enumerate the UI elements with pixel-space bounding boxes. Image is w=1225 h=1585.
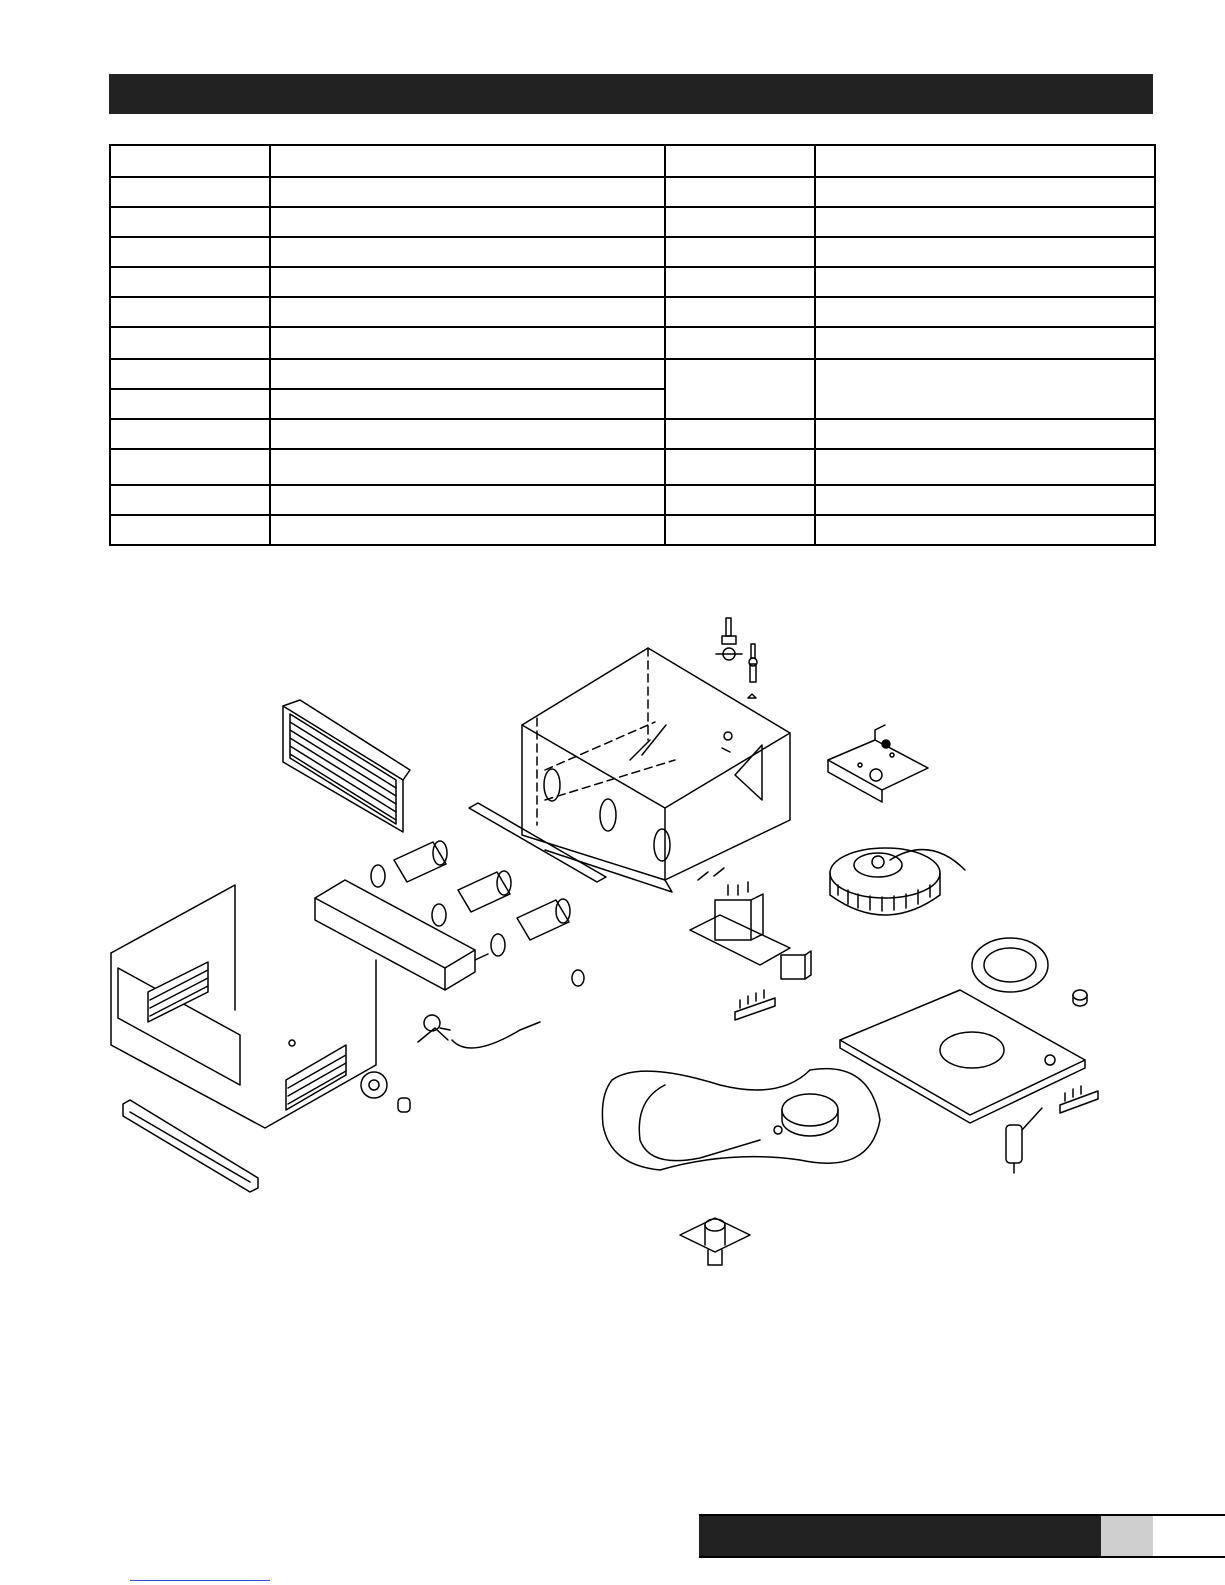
table-cell <box>815 177 1155 207</box>
table-cell <box>110 237 270 267</box>
table-cell <box>815 297 1155 327</box>
table-row <box>110 267 1155 297</box>
terminal-strip <box>735 990 775 1020</box>
cap-fitting <box>1073 990 1087 1006</box>
tube-assembly <box>371 841 570 956</box>
table-cell <box>815 485 1155 515</box>
main-cabinet-box <box>522 648 790 892</box>
table-cell <box>110 449 270 485</box>
table-cell <box>110 297 270 327</box>
table-cell <box>665 237 815 267</box>
table-cell <box>665 419 815 449</box>
table-row <box>110 177 1155 207</box>
table-cell <box>270 485 665 515</box>
table-cell <box>270 237 665 267</box>
table-cell <box>110 207 270 237</box>
table-cell <box>270 177 665 207</box>
blower-wheel <box>830 848 965 915</box>
pressure-switch <box>361 1072 410 1112</box>
bottom-plate <box>840 990 1085 1123</box>
relay <box>781 951 811 979</box>
link-underline[interactable] <box>130 1580 270 1581</box>
table-cell <box>815 237 1155 267</box>
footer-rule-bottom <box>699 1556 1225 1558</box>
table-cell <box>815 449 1155 485</box>
parts-table <box>109 144 1156 546</box>
table-cell <box>815 207 1155 237</box>
table-cell <box>665 297 815 327</box>
table-cell <box>665 207 815 237</box>
footer-bar <box>699 1516 1101 1556</box>
table-cell <box>815 145 1155 177</box>
igniter-electrode <box>716 618 757 698</box>
table-cell <box>110 419 270 449</box>
table-cell <box>665 359 815 419</box>
table-row <box>110 327 1155 359</box>
table-row <box>110 359 1155 389</box>
flue-adapter <box>680 1218 750 1265</box>
table-cell <box>270 145 665 177</box>
table-row <box>110 237 1155 267</box>
table-cell <box>270 359 665 389</box>
transformer <box>690 868 790 965</box>
table-row <box>110 449 1155 485</box>
table-cell <box>110 177 270 207</box>
flame-sensor <box>1006 1108 1042 1173</box>
table-cell <box>665 485 815 515</box>
table-cell <box>665 177 815 207</box>
table-cell <box>270 515 665 545</box>
table-cell <box>270 267 665 297</box>
terminal-strip <box>1060 1086 1098 1113</box>
table-cell <box>110 515 270 545</box>
table-cell <box>665 515 815 545</box>
table-row <box>110 297 1155 327</box>
table-cell <box>110 267 270 297</box>
table-cell <box>815 267 1155 297</box>
table-cell <box>665 145 815 177</box>
table-cell <box>110 327 270 359</box>
table-cell <box>110 389 270 419</box>
table-cell <box>815 515 1155 545</box>
table-cell <box>270 389 665 419</box>
table-cell <box>815 327 1155 359</box>
exploded-parts-diagram <box>0 600 1225 1280</box>
table-row <box>110 419 1155 449</box>
table-cell <box>665 267 815 297</box>
table-row <box>110 145 1155 177</box>
mounting-bracket <box>828 725 928 802</box>
table-cell <box>815 359 1155 419</box>
table-row <box>110 515 1155 545</box>
grommet <box>572 970 584 986</box>
table-cell <box>270 419 665 449</box>
section-header-bar <box>109 74 1153 114</box>
page-number-box <box>1101 1516 1153 1556</box>
table-row <box>110 207 1155 237</box>
table-cell <box>665 449 815 485</box>
table-cell <box>110 485 270 515</box>
table-cell <box>270 207 665 237</box>
hose-loop <box>602 1069 880 1170</box>
gas-fitting <box>418 1015 540 1048</box>
table-cell <box>270 449 665 485</box>
table-cell <box>665 327 815 359</box>
table-row <box>110 485 1155 515</box>
table-cell <box>110 359 270 389</box>
gasket-ring <box>972 938 1048 992</box>
front-grille <box>283 700 410 832</box>
table-cell <box>815 419 1155 449</box>
table-cell <box>270 297 665 327</box>
front-housing <box>111 885 376 1128</box>
table-cell <box>270 327 665 359</box>
table-cell <box>110 145 270 177</box>
